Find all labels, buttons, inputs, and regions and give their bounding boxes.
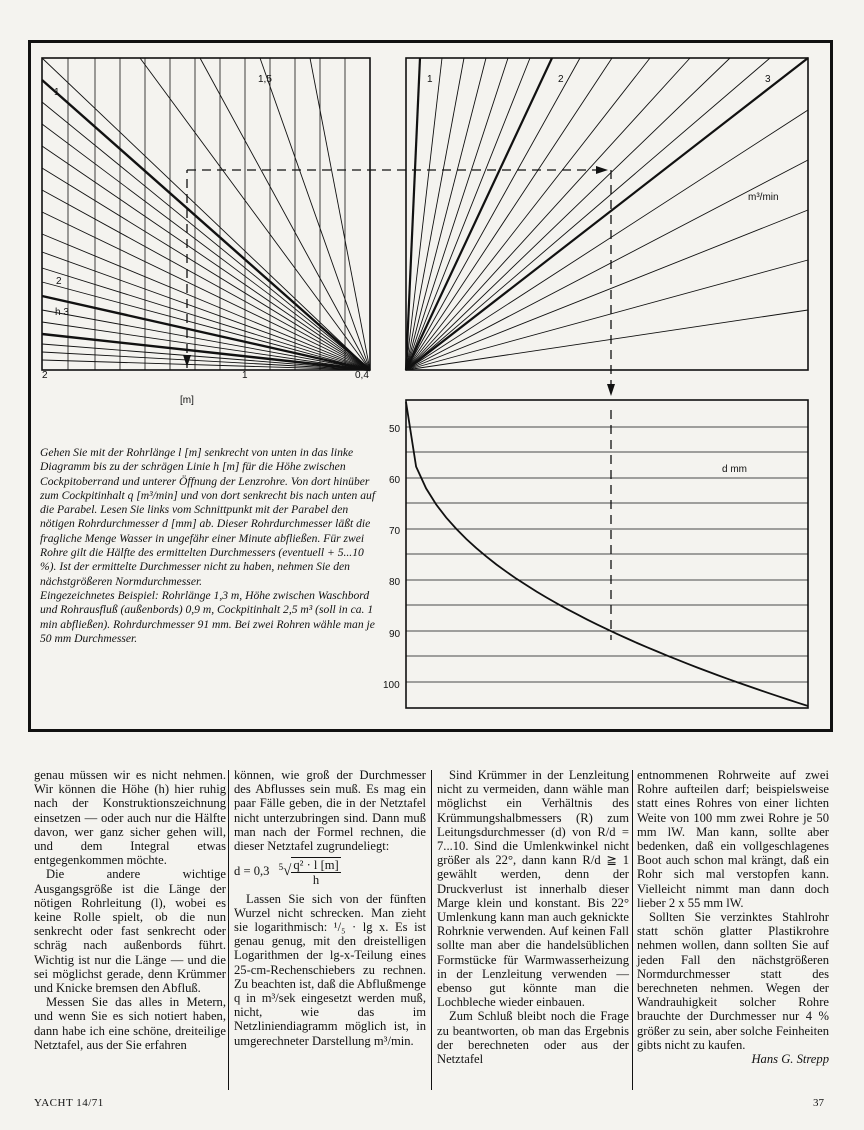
left-fan-lines xyxy=(42,58,370,370)
formula-denominator: h xyxy=(312,873,320,888)
arrow-up-head xyxy=(183,355,191,367)
parabola-grid xyxy=(406,427,808,682)
footer-issue: YACHT 14/71 xyxy=(34,1097,104,1109)
left-line-label-h3: h 3 xyxy=(55,307,69,318)
parabola-unit: d mm xyxy=(722,464,747,475)
y-tick-100: 100 xyxy=(383,680,400,691)
column-3 xyxy=(437,768,629,1066)
caption-instructions: Gehen Sie mit der Rohrlänge l [m] senkrecht von unten in das linke Diagramm bis zu der schrägen Linie h [m] für die Höhe zwischen Cockpitoberrand und unterer Öffnung der Lenzrohre. Von dort hinüber zum Cockpitinhalt q [m³/min] und von dort senkrecht bis nach unten auf die Parabel. Lesen Sie links vom Schnittpunkt mit der Parabel den nötigen Rohrdurchmesser d [mm] ab. Dieser Rohrdurchmesser läßt die fragliche Menge Wasser in ungefähr einer Minute abfließen. Für zwei Rohre gilt die Hälfte des ermittelten Durchmessers (eventuell + 5...10 %). Ist der ermittelte Durchmesser nicht zu haben, nehmen Sie den nächstgrößeren Normdurchmesser. xyxy=(40,446,376,588)
col2-para-1: können, wie groß der Durchmesser des Abflusses sein muß. Es mag ein paar Fälle geben, die in der Netztafel nicht unterzubringen sind. Dann muß man nach der Formel rechnen, die dieser Netztafel zugrundeliegt: xyxy=(234,768,426,854)
right-unit: m³/min xyxy=(748,192,779,203)
formula: d = 0,3 $^5$√ $\frac{\text{q² · l [m]}}{h}$ xyxy=(234,858,339,888)
left-x-unit: [m] xyxy=(180,395,194,406)
col3-para-2: Zum Schluß bleibt noch die Frage zu beantworten, ob man das Ergebnis der berechneten oder aus der Netztafel xyxy=(437,1009,629,1067)
y-tick-70: 70 xyxy=(389,526,401,537)
right-fan-lines xyxy=(406,58,808,370)
formula-unit: [m] xyxy=(320,858,339,873)
col4-para-1: entnommenen Rohrweite auf zwei Rohre aufteilen darf; beispielsweise statt eines Rohres von einer lichten Weite von 100 mm zwei Rohre je 50 mm lW. Man kann, sollte aber bedenken, daß ein vollgeschlagenes Boot auch schon mal krängt, daß ein Rohr sich mal verstopfen kann. Vielleicht nimmt man dann doch lieber 2 x 55 mm lW. xyxy=(637,768,829,910)
col1-para-1: genau müssen wir es nicht nehmen. Wir können die Höhe (h) hier ruhig nach der Konstruktionszeichnung einsetzen — oder auch nur die Hälfte davon, wer ganz sicher gehen will, und dem Integral etwas entgegenkommen möchte. xyxy=(34,768,226,868)
author: Hans G. Strepp xyxy=(751,1052,829,1067)
arrow-right-head xyxy=(596,166,608,174)
column-rule-1 xyxy=(228,770,229,1090)
right-diagram xyxy=(406,58,808,370)
left-line-label-2: 2 xyxy=(56,276,62,287)
formula-root-index: 5 xyxy=(278,862,284,873)
left-line-label-1-5: 1,5 xyxy=(258,74,272,85)
right-line-label-1: 1 xyxy=(427,74,433,85)
arrow-down-head xyxy=(607,384,615,396)
y-tick-60: 60 xyxy=(389,475,401,486)
y-tick-50: 50 xyxy=(389,424,401,435)
right-line-label-3: 3 xyxy=(765,74,771,85)
y-tick-90: 90 xyxy=(389,629,401,640)
parabola-diagram xyxy=(383,400,808,708)
col1-para-2: Die andere wichtige Ausgangsgröße ist die Länge der nötigen Rohrleitung (l), wobei es keine Rolle spielt, ob die nun senkrecht oder fast senkrecht oder schräg nach außenbords führt. Wichtig ist nur die Länge — und die sei möglichst gerade, denn Krümmer und Knicke bremsen den Abfluß. xyxy=(34,867,226,996)
formula-numerator: q² · l xyxy=(293,858,318,873)
col3-para-1: Sind Krümmer in der Lenzleitung nicht zu vermeiden, dann wähle man möglichst ein Verhältnis des Krümmungshalbmessers (R) zum Leitungsdurchmesser (d) von R/d = 7...10. Sind die Umlenkwinkel nicht größer als 22°, dann kann R/d ≧ 1 gewählt werden, denn der Druckverlust ist innerhalb dieser Marge klein und konstant. Bis 22° Umlenkung kann man auch geknickte Rohrknie verwenden. Auf keinen Fall sollte man aber die handelsüblichen Formstücke für Warmwasserheizung in der Lenzleitung verwenden — ebenso gut könnte man die Lochbleche wieder einbauen. xyxy=(437,768,629,1010)
column-2 xyxy=(234,768,426,1048)
right-line-label-2: 2 xyxy=(558,74,564,85)
caption-example: Eingezeichnetes Beispiel: Rohrlänge 1,3 m, Höhe zwischen Waschbord und Rohrausfluß (außenbords) 0,9 m, Cockpitinhalt 2,5 m³ (soll in ca. 1 min abfließen). Rohrdurchmesser 91 mm. Bei zwei Rohren wähle man je 50 mm Durchmesser. xyxy=(40,588,375,645)
left-line-label-1: 1 xyxy=(54,87,60,98)
left-x-tick-2: 2 xyxy=(42,370,48,381)
y-tick-80: 80 xyxy=(389,577,401,588)
formula-lhs: d = 0,3 xyxy=(234,864,270,879)
col2-para-2: Lassen Sie sich von der fünften Wurzel nicht schrecken. Man zieht sie logarithmisch: ¹/₅ · lg x. Es ist genau genug, mit den dreistelligen Logarithmen der lg-x-Teilung eines 25-cm-Rechenschiebers zu rechnen. Zu beachten ist, daß die Abflußmenge q in m³/sek eingesetzt werden muß, nicht, wie das im Netzliniendiagramm möglich ist, in umgerechneter Darstellung m³/min. xyxy=(234,891,426,1048)
column-4 xyxy=(637,768,829,1066)
left-x-tick-1: 1 xyxy=(242,370,248,381)
col1-para-3: Messen Sie das alles in Metern, und wenn Sie es sich notiert haben, dann habe ich eine schöne, dreiteilige Netztafel, aus der Sie erfahren xyxy=(34,995,226,1052)
left-diagram xyxy=(42,58,370,406)
column-rule-3 xyxy=(632,770,633,1090)
col4-para-2: Sollten Sie verzinktes Stahlrohr statt schön glatter Plastikrohre nehmen wollen, dann sollten Sie auf jeden Fall den nächstgrößeren Normdurchmesser statt des berechneten nehmen. Wegen der Wandrauhigkeit solcher Rohre brauchte der Durchmesser nur 4 % größer zu sein, aber solche Feinheiten gibts nicht zu kaufen. xyxy=(637,910,829,1052)
column-rule-2 xyxy=(431,770,432,1090)
column-1 xyxy=(34,768,226,1052)
figure-caption xyxy=(40,446,380,646)
left-x-tick-0-4: 0,4 xyxy=(355,370,369,381)
page-number: 37 xyxy=(813,1097,824,1109)
